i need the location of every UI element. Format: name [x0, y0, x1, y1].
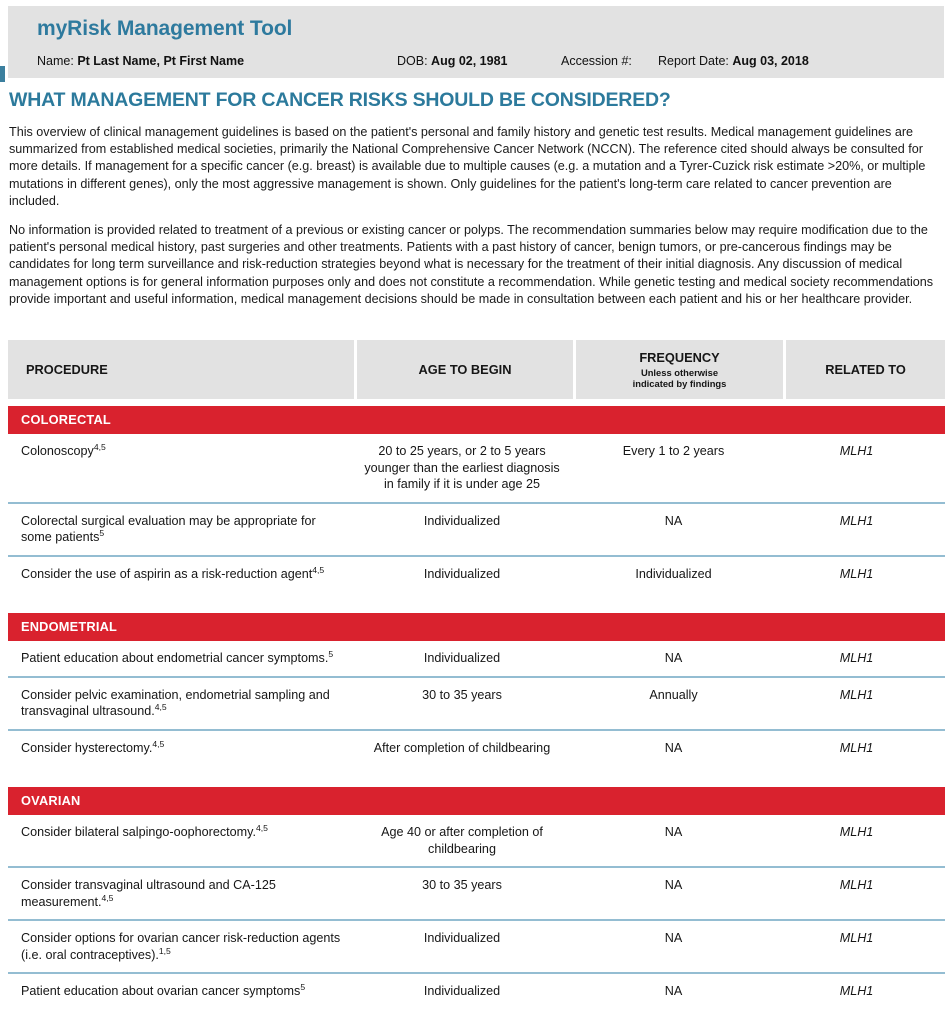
management-table [8, 340, 945, 1009]
table-row [8, 866, 945, 919]
table-row [8, 502, 945, 555]
cell-frequency: NA [664, 825, 683, 839]
report-date-field [658, 54, 809, 68]
section-bar-endometrial: ENDOMETRIAL [8, 613, 945, 641]
patient-name-label: Name: [37, 54, 74, 68]
report-date-label: Report Date: [658, 54, 729, 68]
procedure-reference-superscript: 4,5 [93, 441, 106, 452]
table-row [8, 641, 945, 676]
column-header-procedure: PROCEDURE [8, 340, 354, 399]
section-spacer [8, 765, 945, 787]
page-title: WHAT MANAGEMENT FOR CANCER RISKS SHOULD BE CONSIDERED? [9, 89, 671, 111]
table-body [8, 406, 945, 1009]
cell-procedure: Colonoscopy$^{4,5}$ [21, 441, 106, 458]
procedure-reference-superscript: 5 [300, 981, 306, 992]
cell-procedure: Colorectal surgical evaluation may be appropriate for some patients$^5$ [21, 513, 316, 544]
cell-age-to-begin: Individualized [423, 566, 501, 581]
procedure-reference-superscript: 5 [328, 648, 334, 659]
column-header-related-to: RELATED TO [786, 340, 945, 399]
procedure-reference-superscript: 1,5 [158, 945, 171, 956]
cell-age-to-begin: Individualized [423, 513, 501, 528]
cell-frequency: NA [664, 878, 683, 892]
patient-header-band [8, 6, 944, 78]
column-header-frequency-sub-line1: Unless otherwise [640, 366, 719, 378]
table-row [8, 919, 945, 972]
procedure-reference-superscript: 5 [99, 527, 105, 538]
cell-frequency: NA [664, 651, 683, 665]
brand-title: myRisk Management Tool [37, 17, 293, 40]
cell-procedure: Consider pelvic examination, endometrial sampling and transvaginal ultrasound.$^{4,5}$ [21, 687, 330, 718]
cell-age-to-begin: After completion of childbearing [373, 740, 551, 755]
procedure-reference-superscript: 4,5 [154, 701, 167, 712]
cell-related-to: MLH1 [839, 878, 874, 892]
cell-procedure: Consider options for ovarian cancer risk-reduction agents (i.e. oral contraceptives).$^{1,5}$ [21, 931, 341, 962]
section-bar-colorectal: COLORECTAL [8, 406, 945, 434]
column-header-frequency-sub-line2: indicated by findings [632, 378, 727, 389]
column-header-age-to-begin: AGE TO BEGIN [357, 340, 573, 399]
cell-age-to-begin: Age 40 or after completion of childbearing [381, 825, 543, 856]
column-header-frequency [576, 340, 783, 399]
cell-related-to: MLH1 [839, 651, 874, 665]
cell-related-to: MLH1 [839, 984, 874, 998]
intro-paragraph-2: No information is provided related to treatment of a previous or existing cancer or polyps. The recommendation summaries below may require modification due to the patient's personal medical history, past surgeries and other treatments. Patients with a past history of cancer, benign tumors, or pre-cancerous findings may be candidates for long term surveillance and risk-reduction strategies beyond what is necessary for the treatment of their initial diagnosis. Any discussion of medical management options is for general information purposes only and does not constitute a recommendation. While genetic testing and medical society recommendations provide important and useful information, medical management decisions should be made in consultation between each patient and his or her healthcare provider. [9, 223, 934, 306]
report-date-value: Aug 03, 2018 [732, 54, 809, 68]
cell-age-to-begin: 30 to 35 years [422, 878, 502, 892]
cell-frequency: Annually [649, 687, 698, 702]
cell-related-to: MLH1 [839, 444, 874, 458]
procedure-reference-superscript: 4,5 [101, 892, 114, 903]
cell-frequency: NA [664, 513, 683, 528]
table-row [8, 555, 945, 592]
cell-age-to-begin: 20 to 25 years, or 2 to 5 years younger than the earliest diagnosis in family if it is under age 25 [364, 444, 560, 491]
table-header-row [8, 340, 945, 399]
cell-related-to: MLH1 [839, 566, 874, 581]
cell-frequency: Individualized [635, 566, 712, 581]
section-bar-ovarian: OVARIAN [8, 787, 945, 815]
patient-dob-value: Aug 02, 1981 [431, 54, 508, 68]
table-row [8, 729, 945, 766]
page-edge-marker [0, 66, 5, 82]
cell-procedure: Consider hysterectomy.$^{4,5}$ [21, 738, 165, 755]
cell-related-to: MLH1 [839, 931, 874, 945]
table-row [8, 972, 945, 1009]
table-row [8, 434, 945, 502]
cell-frequency: NA [664, 740, 683, 755]
patient-dob-field [397, 54, 507, 68]
cell-age-to-begin: 30 to 35 years [422, 687, 502, 702]
cell-procedure: Consider bilateral salpingo-oophorectomy.$^{4,5}$ [21, 822, 268, 839]
procedure-reference-superscript: 4,5 [255, 822, 268, 833]
section-spacer [8, 591, 945, 613]
cell-frequency: NA [664, 984, 683, 998]
procedure-reference-superscript: 4,5 [152, 738, 165, 749]
cell-procedure: Patient education about endometrial cancer symptoms.$^5$ [21, 648, 334, 665]
accession-field [561, 54, 632, 68]
cell-related-to: MLH1 [839, 825, 874, 839]
patient-name-field [37, 54, 244, 68]
procedure-reference-superscript: 4,5 [312, 564, 325, 575]
cell-frequency: NA [664, 931, 683, 945]
cell-related-to: MLH1 [839, 513, 874, 528]
cell-procedure: Patient education about ovarian cancer symptoms$^5$ [21, 981, 306, 998]
table-row [8, 676, 945, 729]
cell-frequency: Every 1 to 2 years [622, 444, 725, 458]
accession-label: Accession #: [561, 54, 632, 68]
cell-related-to: MLH1 [839, 740, 874, 755]
cell-related-to: MLH1 [839, 687, 874, 702]
patient-name-value: Pt Last Name, Pt First Name [77, 54, 245, 68]
column-header-frequency-main: FREQUENCY [639, 349, 720, 365]
cell-procedure: Consider the use of aspirin as a risk-reduction agent$^{4,5}$ [21, 564, 325, 581]
cell-age-to-begin: Individualized [423, 984, 501, 998]
cell-procedure: Consider transvaginal ultrasound and CA-125 measurement.$^{4,5}$ [21, 878, 276, 909]
cell-age-to-begin: Individualized [423, 931, 501, 945]
intro-paragraph-1: This overview of clinical management guidelines is based on the patient's personal and family history and genetic test results. Medical management guidelines are summarized from established medical societies, primarily the National Comprehensive Cancer Network (NCCN). The reference cited should always be consulted for more details. If management for a specific cancer (e.g. breast) is available due to multiple causes (e.g. a mutation and a Tyrer-Cuzick risk estimate >20%, or multiple mutations in different genes), only the most aggressive management is shown. Only guidelines for the patient's long-term care related to cancer prevention are included. [9, 125, 926, 208]
cell-age-to-begin: Individualized [423, 651, 501, 665]
patient-dob-label: DOB: [397, 54, 428, 68]
table-row [8, 815, 945, 866]
